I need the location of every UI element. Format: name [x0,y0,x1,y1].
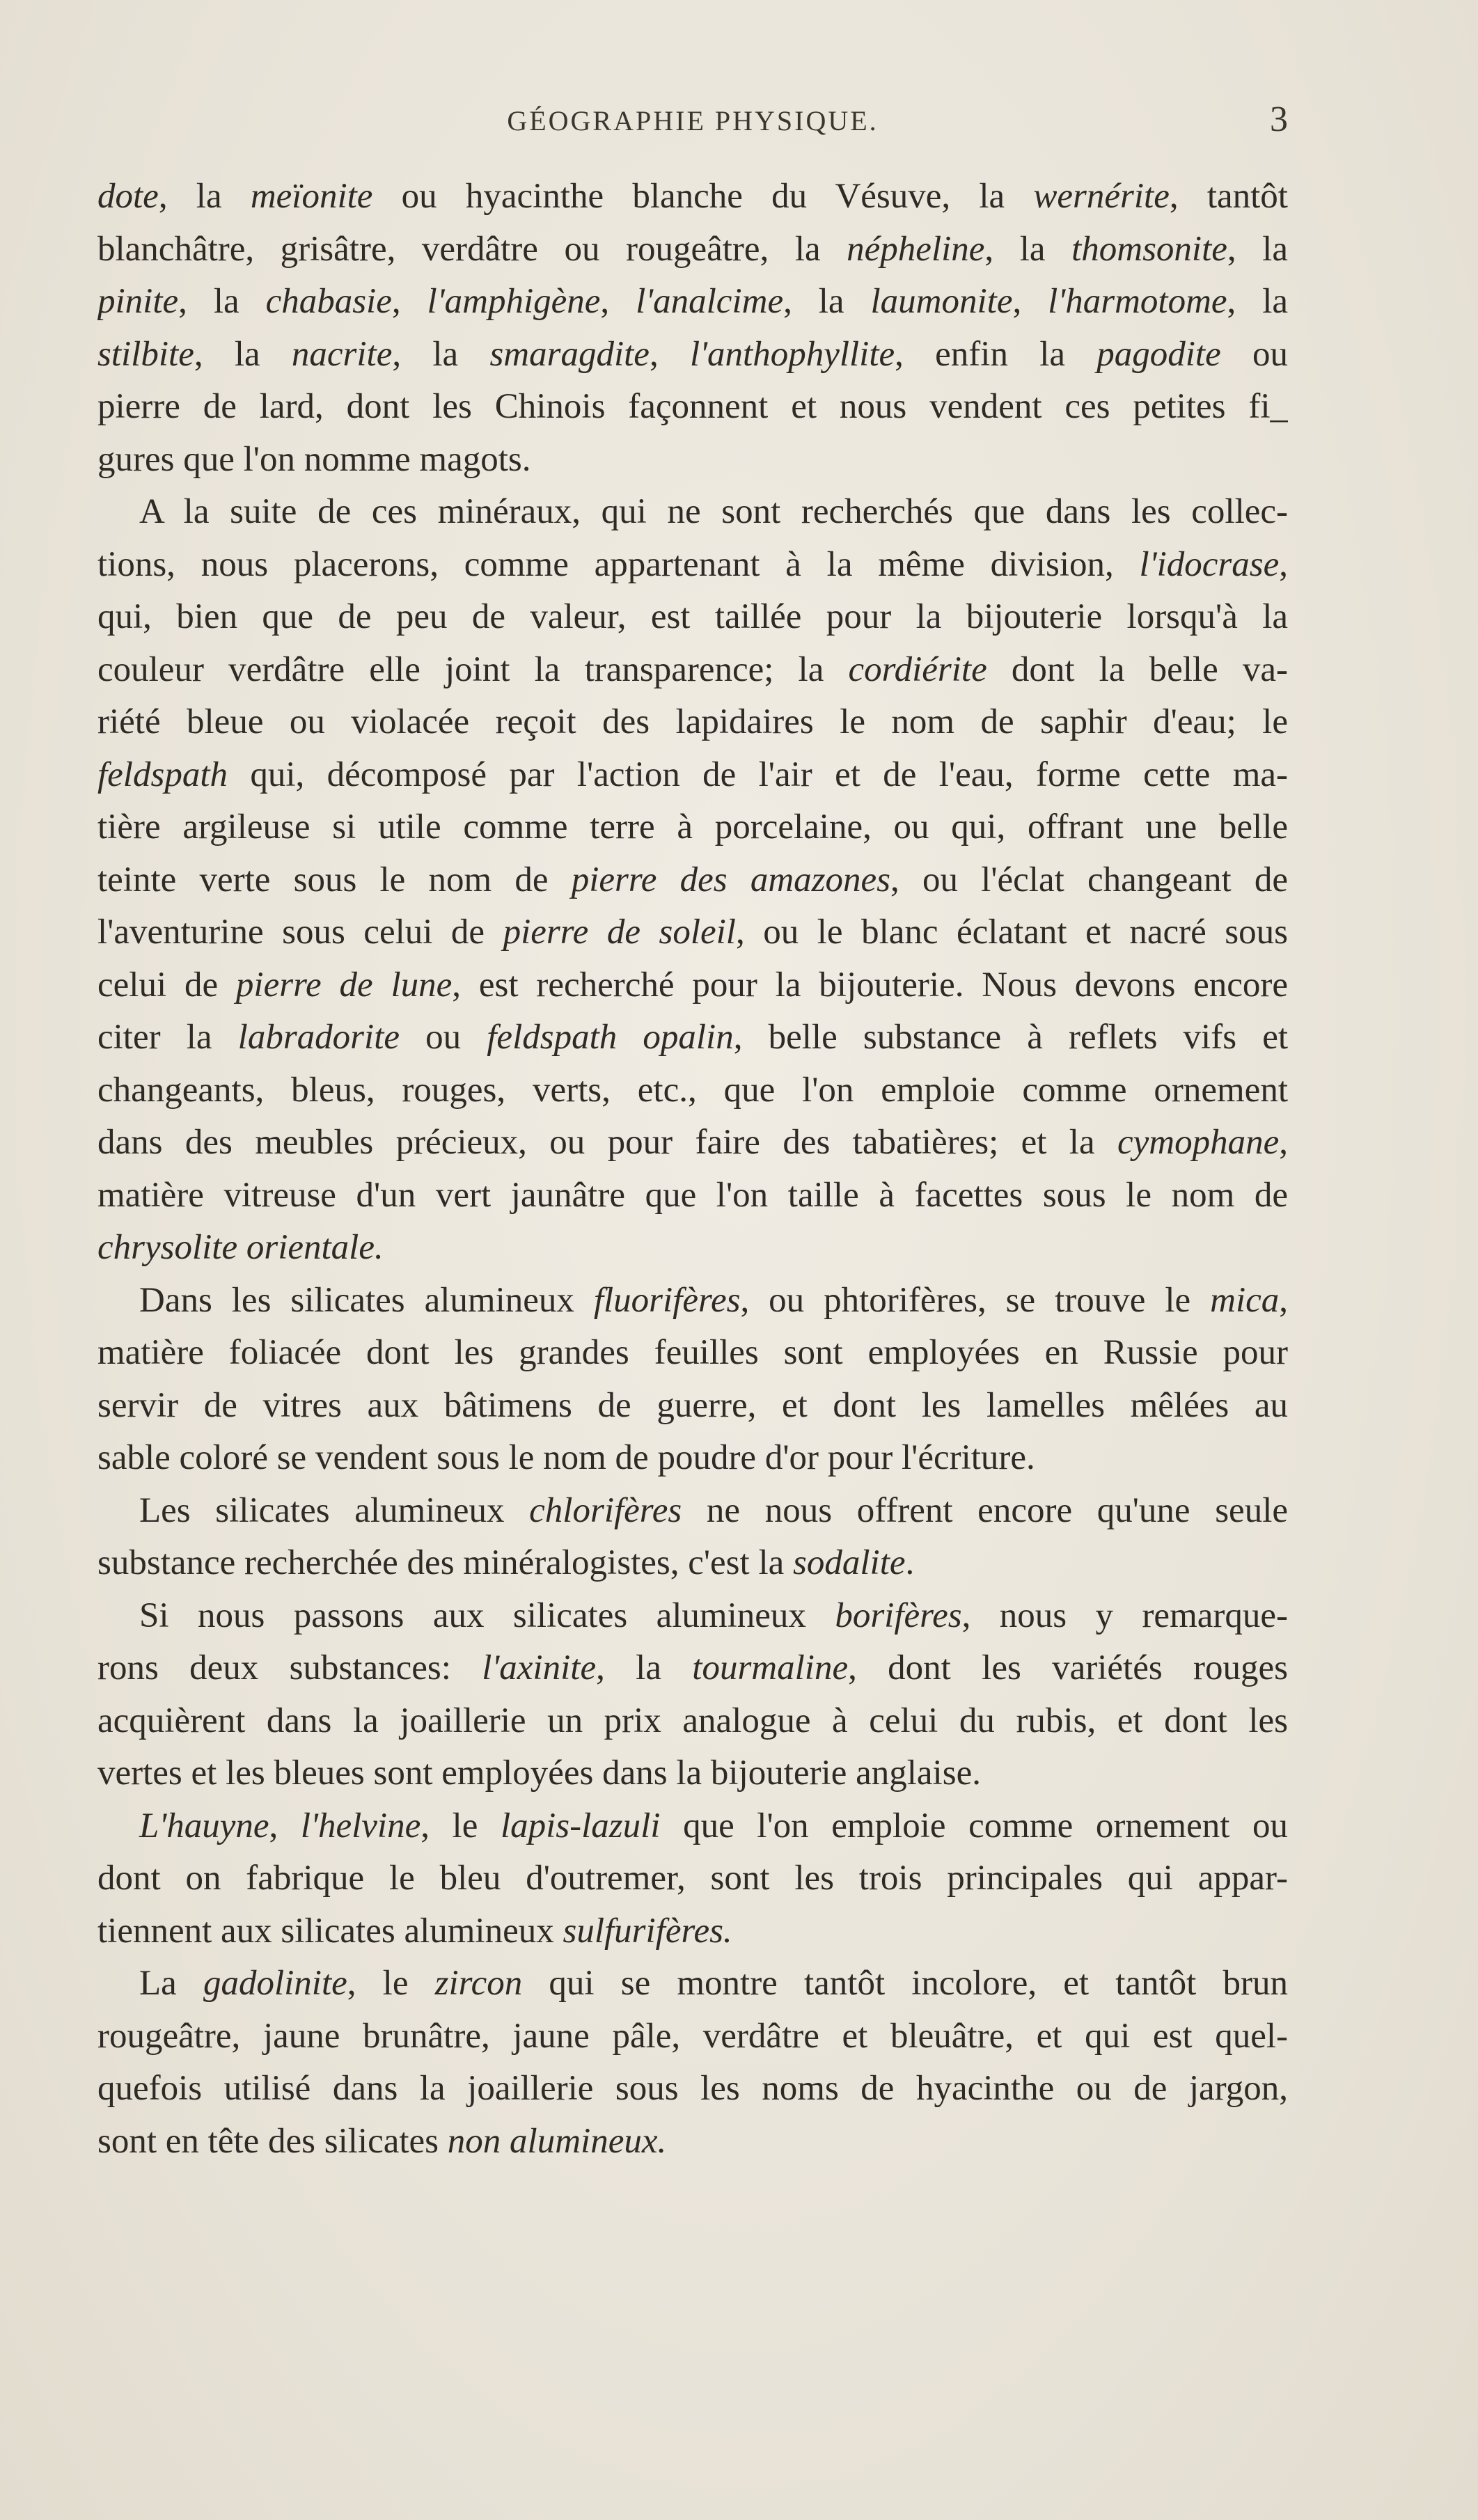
italic-term: l'anthophyllite [689,334,895,374]
italic-term: dote [97,177,159,216]
text-run: tions, nous placerons, comme appartenant à la même division, [97,544,1140,584]
text-run: , [649,334,690,374]
text-line [97,329,1288,381]
italic-term: meïonite [250,177,373,216]
text-line [97,171,1288,223]
text-run: citer la [97,1018,238,1057]
text-run: , ou l'éclat changeant de [890,860,1288,899]
italic-term: zircon [434,1964,523,2003]
text-run: blanchâtre, grisâtre, verdâtre ou rougeâtre, la [97,229,847,269]
text-run: , la [1227,282,1288,321]
italic-term: pierre de soleil [503,913,736,952]
text-line [97,1117,1288,1170]
text-line [97,1222,1288,1275]
italic-term: l'idocrase [1139,544,1280,584]
text-line [97,1590,1288,1643]
italic-term: fluorifères [593,1280,741,1320]
text-run: ne nous offrent encore qu'une seule [682,1490,1288,1530]
text-run: celui de [97,965,236,1005]
text-run: , la [158,177,251,216]
text-run: tiennent aux silicates alumineux [97,1911,563,1951]
text-run: quefois utilisé dans la joaillerie sous les noms de hyacinthe ou de jargon, [97,2069,1288,2108]
text-line [97,1432,1288,1485]
italic-term: borifères [835,1596,962,1635]
text-line [97,1905,1288,1958]
text-line [97,1747,1288,1800]
text-run: , le [347,1964,435,2003]
italic-term: smaragdite [489,334,650,374]
italic-term: nacrite [291,334,393,374]
italic-term: cordiérite [848,649,987,689]
text-run: , [1279,1280,1288,1320]
text-line [97,1958,1288,2010]
text-run: teinte verte sous le nom de [97,860,572,899]
text-run: changeants, bleus, rouges, verts, etc., que l'on emploie comme ornement [97,1070,1288,1110]
text-run: , [1279,544,1288,584]
text-line [97,1695,1288,1748]
text-run: dont la belle va- [986,649,1288,689]
text-line [97,276,1288,329]
italic-term: feldspath [97,755,228,794]
text-line [97,2116,1288,2168]
text-line [97,1064,1288,1117]
text-line [97,381,1288,434]
text-run: Dans les silicates alumineux [139,1280,594,1320]
italic-term: L'hauyne [139,1806,269,1845]
text-run: pierre de lard, dont les Chinois façonnent et nous vendent ces petites fi_ [97,387,1288,426]
text-run: l'aventurine sous celui de [97,913,503,952]
text-run: couleur verdâtre elle joint la transparence; la [97,649,849,689]
italic-term: mica [1210,1280,1280,1320]
text-run: substance recherchée des minéralogistes, c'est la [97,1543,794,1582]
text-line [97,1327,1288,1380]
text-run: , la [392,334,490,374]
text-run: dont on fabrique le bleu d'outremer, sont les trois principales qui appar- [97,1859,1288,1898]
text-line [97,801,1288,854]
running-title: GÉOGRAPHIE PHYSIQUE. [507,105,879,136]
italic-term: cymophane [1117,1123,1280,1162]
italic-term: chlorifères [529,1490,682,1530]
text-run: A la suite de ces minéraux, qui ne sont recherchés que dans les collec- [139,492,1288,531]
text-run: qui, décomposé par l'action de l'air et de l'eau, forme cette ma- [228,755,1288,794]
text-line [97,2010,1288,2063]
text-run: ou hyacinthe blanche du Vésuve, la [372,177,1034,216]
text-line [97,1485,1288,1538]
text-line [97,539,1288,592]
text-run: , dont les variétés rouges [848,1648,1288,1687]
text-run: servir de vitres aux bâtimens de guerre, et dont les lamelles mêlées au [97,1385,1288,1425]
text-line [97,1852,1288,1905]
text-line [97,1642,1288,1695]
text-run: La [139,1964,203,2003]
text-run: , la [783,282,871,321]
text-run: gures que l'on nomme magots. [97,439,531,479]
text-run: , belle substance à reflets vifs et [733,1018,1288,1057]
text-run: , [391,282,427,321]
text-run: ou [400,1018,487,1057]
text-line [97,434,1288,487]
italic-term: labradorite [237,1018,400,1057]
text-run: , nous y remarque- [961,1596,1288,1635]
italic-term: sodalite [793,1543,906,1582]
text-run: rons deux substances: [97,1648,482,1687]
text-run: sable coloré se vendent sous le nom de poudre d'or pour l'écriture. [97,1438,1035,1477]
text-run: rougeâtre, jaune brunâtre, jaune pâle, verdâtre et bleuâtre, et qui est quel- [97,2016,1288,2056]
italic-term: wernérite [1033,177,1170,216]
text-run: , la [984,229,1072,269]
italic-term: chrysolite orientale. [97,1228,384,1267]
text-run: , ou phtorifères, se trouve le [740,1280,1211,1320]
text-run: Les silicates alumineux [139,1490,530,1530]
text-line [97,644,1288,697]
text-run: , [1279,1123,1288,1162]
text-line [97,749,1288,802]
text-run: qui, bien que de peu de valeur, est taillée pour la bijouterie lorsqu'à la [97,597,1288,636]
text-line [97,906,1288,959]
text-run: qui se montre tantôt incolore, et tantôt brun [522,1964,1288,2003]
text-run: ou [1220,334,1288,374]
text-line [97,1537,1288,1590]
text-run: matière vitreuse d'un vert jaunâtre que l'on taille à facettes sous le nom de [97,1175,1288,1215]
page-number: 3 [1270,100,1288,139]
text-line [97,1800,1288,1853]
text-run: sont en tête des silicates [97,2121,448,2161]
text-run: , la [178,282,266,321]
text-run: , [600,282,636,321]
italic-term: l'analcime [636,282,784,321]
text-line [97,223,1288,276]
text-run: vertes et les bleues sont employées dans la bijouterie anglaise. [97,1754,981,1793]
text-line [97,854,1288,907]
italic-term: sulfurifères. [563,1911,732,1951]
text-run: . [905,1543,915,1582]
italic-term: chabasie [265,282,392,321]
text-line [97,696,1288,749]
text-run: acquièrent dans la joaillerie un prix analogue à celui du rubis, et dont les [97,1701,1288,1740]
italic-term: gadolinite [203,1964,347,2003]
italic-term: pierre de lune [235,965,453,1005]
text-run: , la [596,1648,693,1687]
italic-term: non alumineux. [447,2121,667,2161]
text-run: , enfin la [895,334,1097,374]
text-run: , le [420,1806,501,1845]
italic-term: l'harmotome [1048,282,1227,321]
italic-term: pierre des amazones [571,860,890,899]
italic-term: pinite [97,282,179,321]
text-run: dans des meubles précieux, ou pour faire des tabatières; et la [97,1123,1117,1162]
page-header [97,100,1288,153]
text-run: , [269,1806,301,1845]
text-line [97,959,1288,1012]
text-run: , tantôt [1169,177,1288,216]
text-line [97,1011,1288,1064]
text-line [97,2063,1288,2116]
italic-term: laumonite [870,282,1013,321]
italic-term: thomsonite [1071,229,1227,269]
text-run: que l'on emploie comme ornement ou [660,1806,1288,1845]
italic-term: tourmaline [692,1648,849,1687]
italic-term: l'axinite [482,1648,597,1687]
text-run: , est recherché pour la bijouterie. Nous devons encore [452,965,1288,1005]
italic-term: stilbite [97,334,194,374]
text-line [97,486,1288,539]
italic-term: l'amphigène [427,282,601,321]
italic-term: feldspath opalin [487,1018,734,1057]
text-line [97,591,1288,644]
italic-term: l'helvine [300,1806,421,1845]
text-line [97,1380,1288,1433]
text-run: tière argileuse si utile comme terre à porcelaine, ou qui, offrant une belle [97,808,1288,846]
text-line [97,1170,1288,1222]
italic-term: pagodite [1096,334,1221,374]
italic-term: lapis-lazuli [500,1806,661,1845]
text-run: , ou le blanc éclatant et nacré sous [735,913,1288,952]
text-run: , la [194,334,292,374]
text-run: riété bleue ou violacée reçoit des lapidaires le nom de saphir d'eau; le [97,702,1288,741]
text-run: , [1012,282,1048,321]
text-run: matière foliacée dont les grandes feuilles sont employées en Russie pour [97,1333,1288,1372]
body-text [97,171,1288,2168]
text-line [97,1275,1288,1328]
italic-term: népheline [847,229,985,269]
text-run: Si nous passons aux silicates alumineux [139,1596,835,1635]
text-run: , la [1227,229,1288,269]
